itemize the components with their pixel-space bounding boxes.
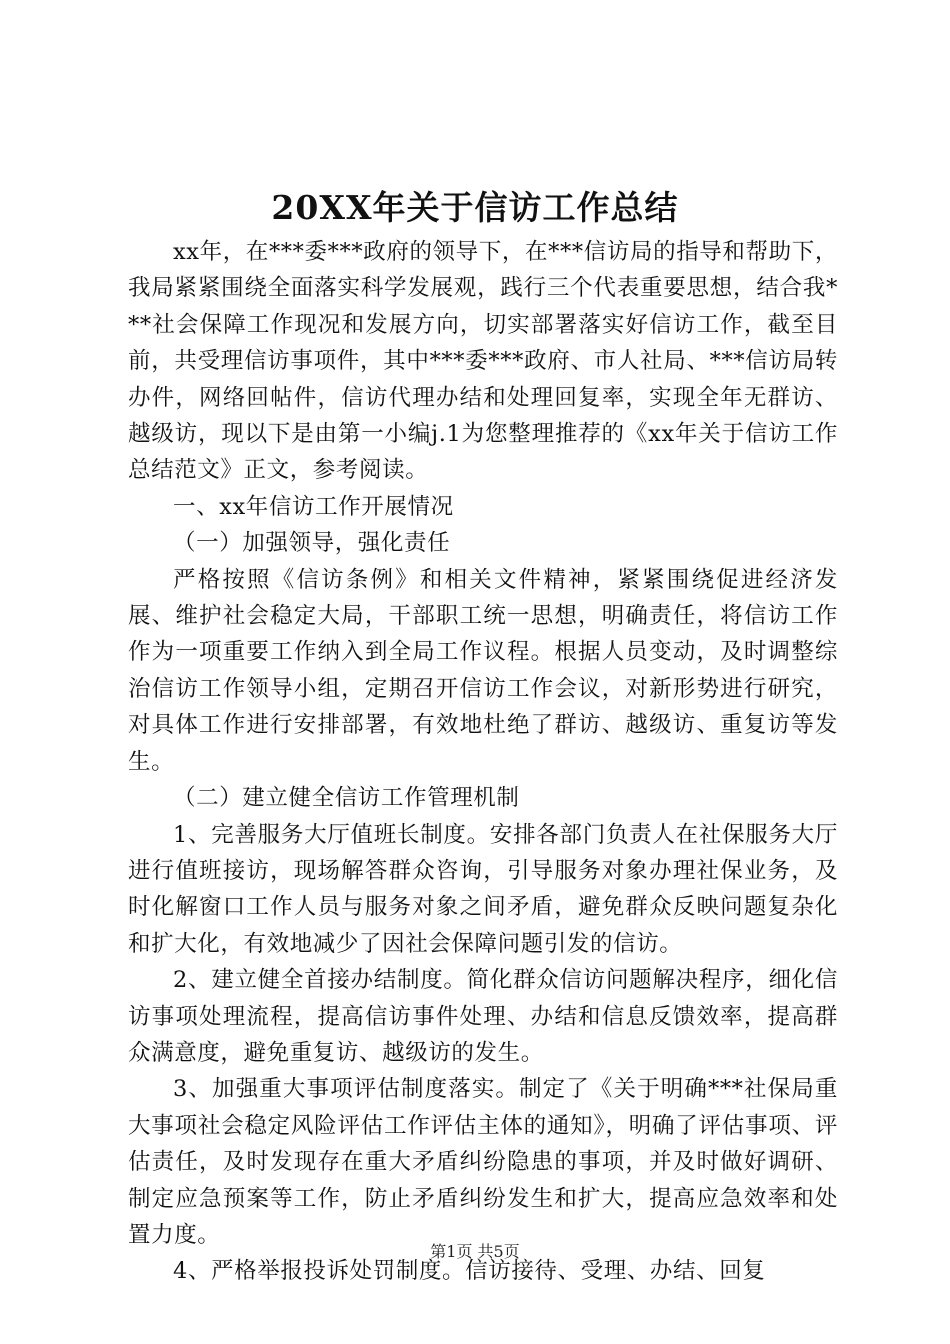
paragraph-item-1: 1、完善服务大厅值班长制度。安排各部门负责人在社保服务大厅进行值班接访，现场解答群众咨询，引导服务对象办理社保业务，及时化解窗口工作人员与服务对象之间矛盾，避免群众反映问题复杂化和扩大化，有效地减少了因社会保障问题引发的信访。 — [128, 821, 838, 957]
subsection-heading-1: （一）加强领导，强化责任 — [173, 530, 451, 557]
paragraph-intro: xx年，在***委***政府的领导下，在***信访局的指导和帮助下，我局紧紧围绕全面落实科学发展观，践行三个代表重要思想，结合我***社会保障工作现况和发展方向，切实部署落实好信访工作，截至目前，共受理信访事项件，其中***委***政府、市人社局、***信访局转办件，网络回帖件，信访代理办结和处理回复率，实现全年无群访、越级访，现以下是由第一小编j.1为您整理推荐的《xx年关于信访工作总结范文》正文，参考阅读。 — [128, 239, 838, 484]
document-body — [128, 234, 838, 1290]
paragraph-leadership: 严格按照《信访条例》和相关文件精神，紧紧围绕促进经济发展、维护社会稳定大局，干部职工统一思想，明确责任，将信访工作作为一项重要工作纳入到全局工作议程。根据人员变动，及时调整综治信访工作领导小组，定期召开信访工作会议，对新形势进行研究，对具体工作进行安排部署，有效地杜绝了群访、越级访、重复访等发生。 — [128, 566, 838, 775]
page-footer: 第1页 共5页 — [430, 1242, 520, 1261]
section-heading-1: 一、xx年信访工作开展情况 — [173, 493, 454, 520]
subsection-heading-2: （二）建立健全信访工作管理机制 — [173, 785, 520, 812]
paragraph-item-3: 3、加强重大事项评估制度落实。制定了《关于明确***社保局重大事项社会稳定风险评估工作评估主体的通知》，明确了评估事项、评估责任，及时发现存在重大矛盾纠纷隐患的事项，并及时做好调研、制定应急预案等工作，防止矛盾纠纷发生和扩大，提高应急效率和处置力度。 — [128, 1076, 838, 1248]
paragraph-item-2: 2、建立健全首接办结制度。简化群众信访问题解决程序，细化信访事项处理流程，提高信访事件处理、办结和信息反馈效率，提高群众满意度，避免重复访、越级访的发生。 — [128, 967, 838, 1066]
document-title: 20XX年关于信访工作总结 — [271, 188, 679, 227]
paragraph-item-4: 4、严格举报投诉处罚制度。信访接待、受理、办结、回复 — [173, 1258, 766, 1285]
